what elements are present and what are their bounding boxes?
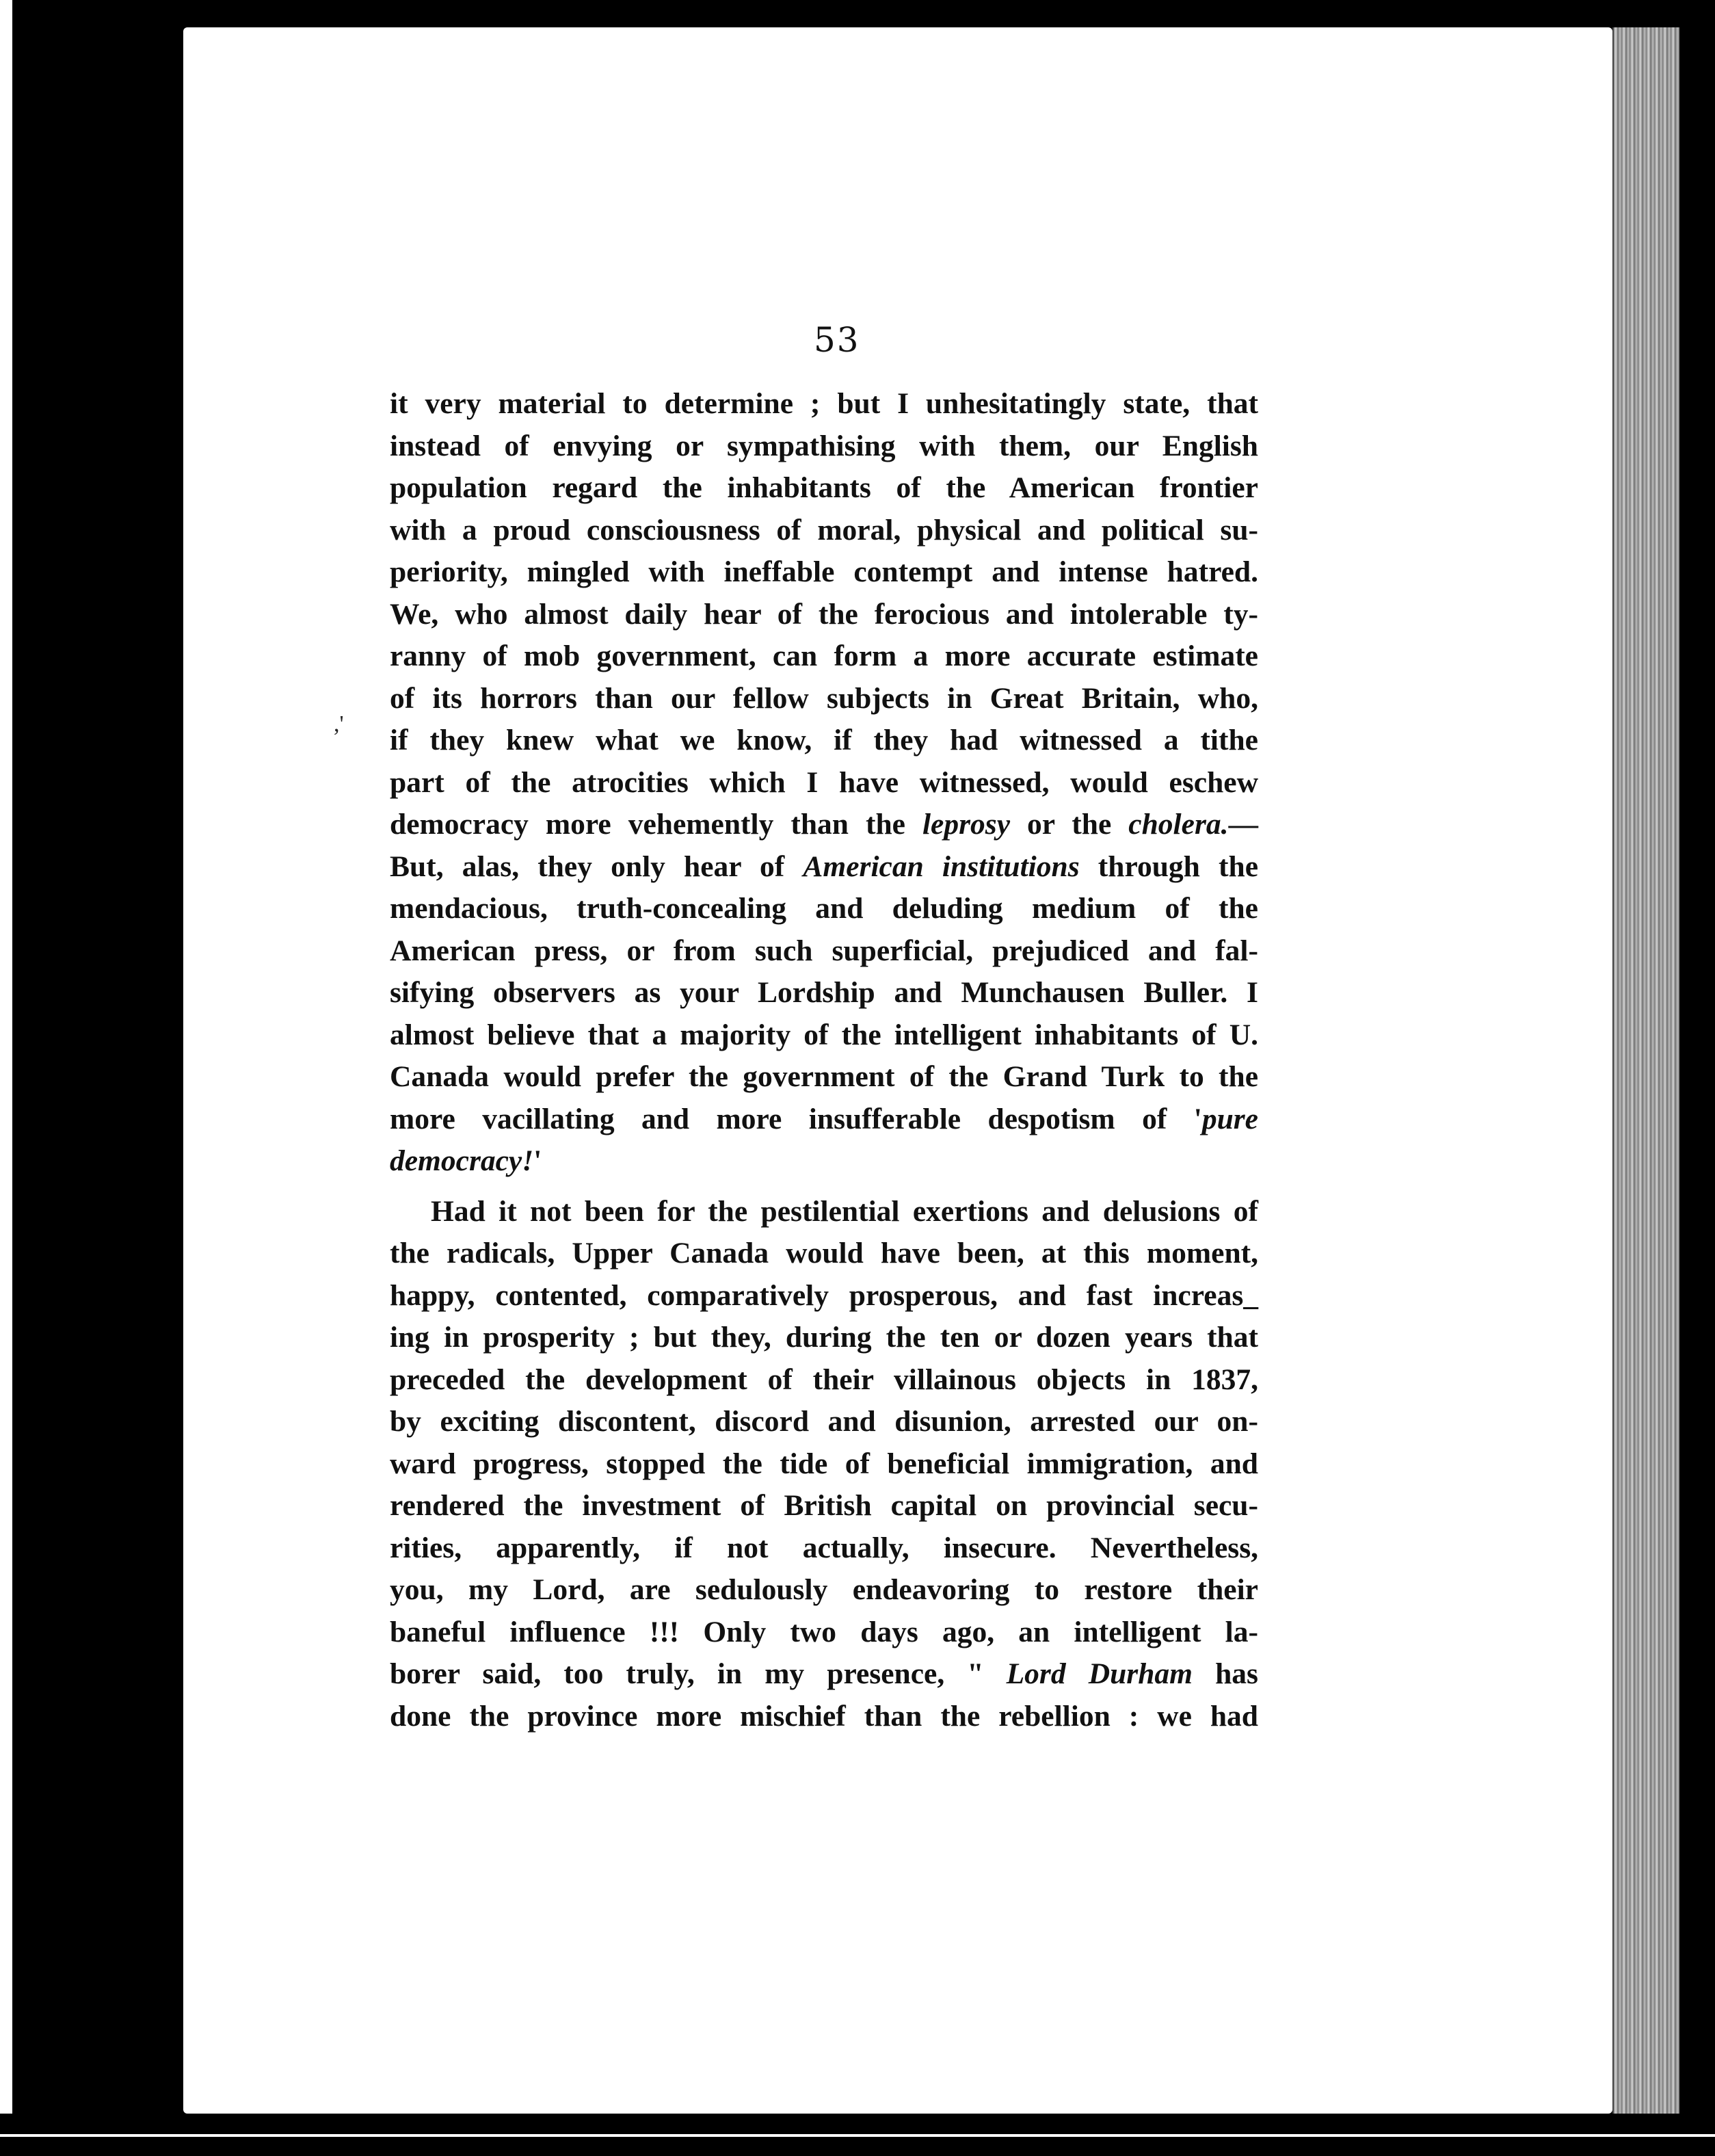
scan-speck-mark: ,' [334,711,344,737]
page-text [390,383,1258,1737]
text-line: almost believe that a majority of the intelligent inhabitants of U. [390,1018,1258,1051]
page-number: 53 [814,320,860,360]
italic-lord-durham: Lord Durham [1006,1657,1193,1690]
scan-bottom-line [0,2134,1715,2137]
italic-leprosy: leprosy [922,808,1011,841]
text-line-democracy [390,1140,1258,1183]
text-line: by exciting discontent, discord and disunion, arrested our on- [390,1405,1258,1438]
text-line: ing in prosperity ; but they, during the ten or dozen years that [390,1321,1258,1354]
text-line: of its horrors than our fellow subjects in Great Britain, who, [390,681,1258,715]
book-fore-edge [1612,27,1679,2114]
text-run: more vacillating and more insufferable despotism of ' [390,1102,1202,1135]
text-run: democracy more vehemently than the [390,808,922,841]
text-line: the radicals, Upper Canada would have been, at this moment, [390,1237,1258,1270]
text-run: But, alas, they only hear of [390,850,803,883]
text-line: you, my Lord, are sedulously endeavoring to restore their [390,1573,1258,1606]
text-run: — [1228,808,1258,841]
text-line: rities, apparently, if not actually, insecure. Nevertheless, [390,1531,1258,1564]
text-run: ' [533,1144,542,1177]
italic-cholera: cholera. [1128,808,1229,841]
text-line: done the province more mischief than the rebellion : we had [390,1699,1258,1733]
paragraph-gap [390,1183,1258,1191]
text-line-durham [390,1653,1258,1696]
text-line-leprosy [390,804,1258,846]
text-line: American press, or from such superficial, prejudiced and fal- [390,934,1258,967]
text-line: We, who almost daily hear of the ferocious and intolerable ty- [390,597,1258,631]
text-run: borer said, too truly, in my presence, " [390,1657,1007,1690]
italic-american-institutions: American institutions [803,850,1080,883]
text-run: or the [1010,808,1129,841]
text-line-pure [390,1099,1258,1141]
text-line: sifying observers as your Lordship and Munchausen Buller. I [390,976,1258,1009]
scan-left-edge [0,0,12,2156]
text-line: periority, mingled with ineffable contempt and intense hatred. [390,555,1258,588]
text-line: with a proud consciousness of moral, physical and political su- [390,513,1258,547]
text-line: it very material to determine ; but I unhesitatingly state, that [390,387,1258,420]
text-line: Canada would prefer the government of the Grand Turk to the [390,1060,1258,1093]
text-line: if they knew what we know, if they had witnessed a tithe [390,724,1258,757]
text-line: rendered the investment of British capital on provincial secu- [390,1489,1258,1522]
text-line: population regard the inhabitants of the American frontier [390,471,1258,504]
text-line: ward progress, stopped the tide of beneficial immigration, and [390,1447,1258,1480]
text-line: part of the atrocities which I have witnessed, would eschew [390,765,1258,799]
text-line: mendacious, truth-concealing and deluding medium of the [390,892,1258,925]
text-line: baneful influence !!! Only two days ago, an intelligent la- [390,1615,1258,1648]
italic-democracy: democracy! [390,1144,534,1177]
text-line: ranny of mob government, can form a more accurate estimate [390,640,1258,672]
text-run: through the [1079,850,1259,883]
text-run: has [1193,1657,1258,1690]
text-line: instead of envying or sympathising with them, our English [390,429,1258,462]
text-line-institutions [390,846,1258,889]
italic-pure: pure [1201,1102,1258,1135]
text-line: Had it not been for the pestilential exertions and delusions of [431,1194,1258,1228]
text-line: preceded the development of their villainous objects in 1837, [390,1363,1258,1396]
text-line: happy, contented, comparatively prosperous, and fast increas_ [390,1278,1258,1312]
